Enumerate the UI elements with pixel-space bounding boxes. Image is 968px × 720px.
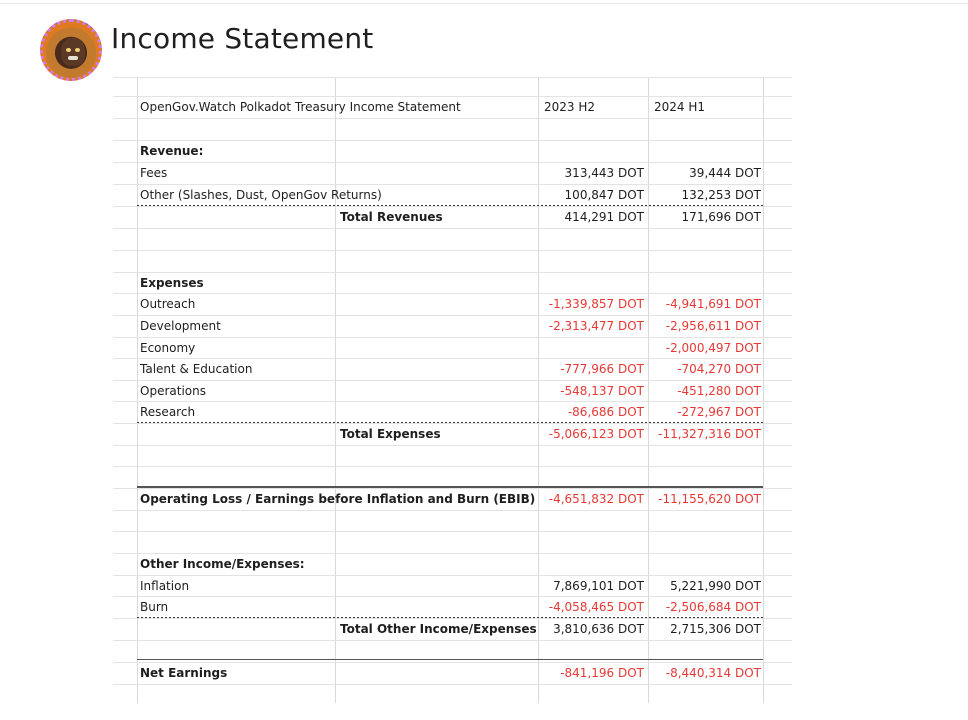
total-label: Total Revenues: [340, 210, 443, 224]
value-cell: 3,810,636 DOT: [553, 622, 644, 636]
table-row: [113, 531, 792, 553]
table-row: [113, 466, 792, 488]
row-label: Development: [140, 319, 221, 333]
avatar: [40, 19, 102, 81]
table-row: [113, 662, 792, 684]
table-row: [113, 596, 792, 618]
gorilla-face-icon: [61, 38, 85, 66]
value-cell: 39,444 DOT: [689, 166, 761, 180]
row-label: Other (Slashes, Dust, OpenGov Returns): [140, 188, 382, 202]
value-cell: 5,221,990 DOT: [670, 579, 761, 593]
value-cell: 171,696 DOT: [681, 210, 761, 224]
table-row: [113, 293, 792, 315]
table-row: [113, 206, 792, 228]
value-cell: -4,651,832 DOT: [548, 492, 644, 506]
value-cell: 100,847 DOT: [564, 188, 644, 202]
value-cell: -11,155,620 DOT: [658, 492, 761, 506]
value-cell: -2,313,477 DOT: [548, 319, 644, 333]
total-label: Total Expenses: [340, 427, 441, 441]
table-row: [113, 272, 792, 294]
value-cell: -2,000,497 DOT: [665, 341, 761, 355]
value-cell: -548,137 DOT: [560, 384, 644, 398]
row-label: Research: [140, 405, 196, 419]
operating-label: Operating Loss / Earnings before Inflation and Burn (EBIB): [140, 492, 536, 506]
value-cell: -272,967 DOT: [677, 405, 761, 419]
section-label: Other Income/Expenses:: [140, 557, 305, 571]
table-row: [113, 423, 792, 445]
table-row: [113, 488, 792, 510]
value-cell: 313,443 DOT: [564, 166, 644, 180]
value-cell: -451,280 DOT: [677, 384, 761, 398]
table-row: [113, 162, 792, 184]
value-cell: -4,058,465 DOT: [548, 600, 644, 614]
table-row: [113, 96, 792, 118]
page-title: Income Statement: [111, 22, 374, 55]
row-label: Fees: [140, 166, 168, 180]
row-label: Inflation: [140, 579, 190, 593]
row-label: Talent & Education: [140, 362, 253, 376]
row-label: Economy: [140, 341, 196, 355]
table-row: [113, 684, 792, 703]
value-cell: -86,686 DOT: [567, 405, 644, 419]
section-label: Revenue:: [140, 144, 204, 158]
table-row: [113, 250, 792, 272]
table-row: [113, 140, 792, 162]
table-row: [113, 315, 792, 337]
value-cell: -8,440,314 DOT: [665, 666, 761, 680]
value-cell: [540, 338, 644, 359]
value-cell: 2,715,306 DOT: [670, 622, 761, 636]
row-label: Burn: [140, 600, 169, 614]
table-row: [113, 118, 792, 140]
table-row: [113, 618, 792, 640]
value-cell: -777,966 DOT: [560, 362, 644, 376]
value-cell: -5,066,123 DOT: [548, 427, 644, 441]
value-cell: -2,956,611 DOT: [665, 319, 761, 333]
value-cell: 7,869,101 DOT: [553, 579, 644, 593]
top-divider: [0, 3, 968, 4]
table-row: [113, 380, 792, 402]
value-cell: -4,941,691 DOT: [665, 297, 761, 311]
table-row: [113, 553, 792, 575]
table-row: [113, 575, 792, 597]
value-cell: 132,253 DOT: [681, 188, 761, 202]
value-cell: -1,339,857 DOT: [548, 297, 644, 311]
value-cell: 414,291 DOT: [564, 210, 644, 224]
period-header: 2023 H2: [544, 100, 596, 114]
table-row: [113, 358, 792, 380]
value-cell: -2,506,684 DOT: [665, 600, 761, 614]
net-earnings-label: Net Earnings: [140, 666, 228, 680]
table-row: [113, 510, 792, 532]
total-label: Total Other Income/Expenses: [340, 622, 537, 636]
table-row: [113, 337, 792, 359]
value-cell: -704,270 DOT: [677, 362, 761, 376]
income-statement-sheet: [113, 77, 792, 703]
table-row: [113, 401, 792, 423]
table-row: [113, 228, 792, 250]
section-label: Expenses: [140, 276, 204, 290]
table-row: [113, 445, 792, 467]
statement-heading: OpenGov.Watch Polkadot Treasury Income Statement: [140, 100, 461, 114]
value-cell: -841,196 DOT: [560, 666, 644, 680]
value-cell: -11,327,316 DOT: [658, 427, 761, 441]
table-row: [113, 184, 792, 206]
period-header: 2024 H1: [654, 100, 706, 114]
row-label: Operations: [140, 384, 206, 398]
row-label: Outreach: [140, 297, 196, 311]
